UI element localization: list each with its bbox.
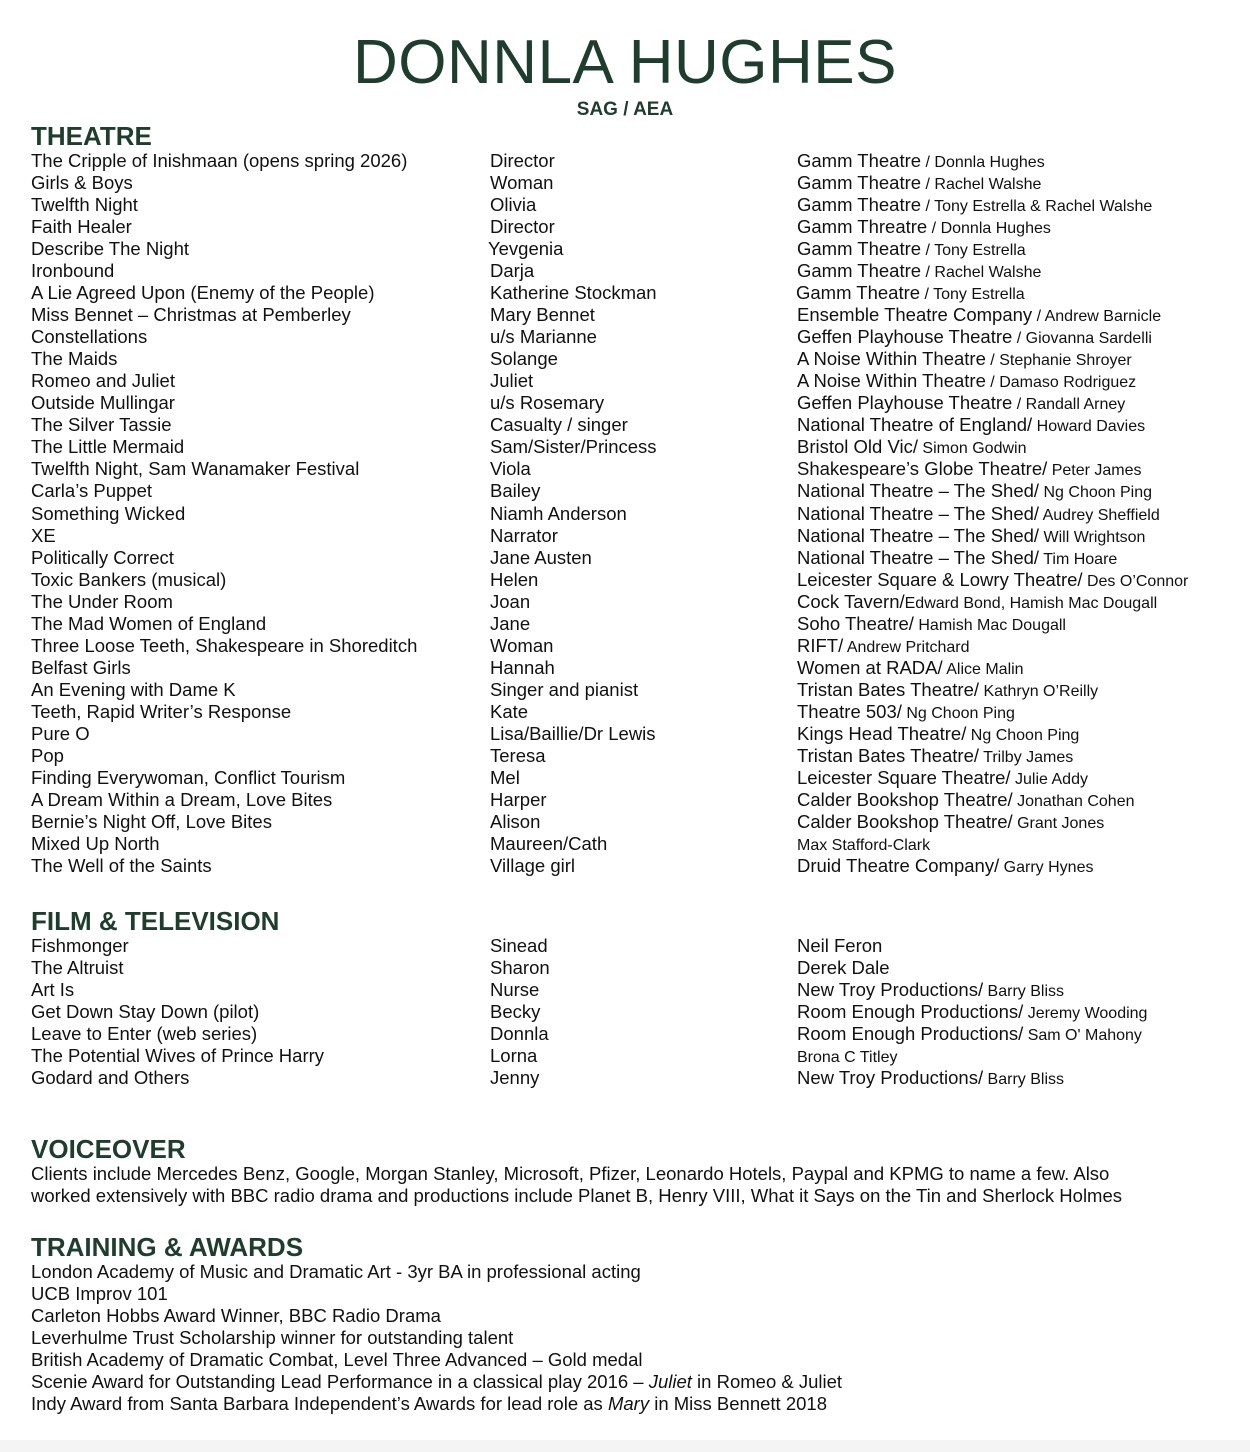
credit-title: Toxic Bankers (musical)	[31, 568, 227, 590]
credit-title: The Under Room	[31, 590, 173, 612]
credit-title: The Well of the Saints	[31, 855, 212, 876]
credit-director: / Donnla Hughes	[921, 154, 1045, 171]
theatre-heading: THEATRE	[31, 121, 152, 151]
credit-director: / Damaso Rodriguez	[985, 374, 1137, 392]
credit-role: Niamh Anderson	[490, 502, 627, 524]
credit-company	[796, 282, 1025, 306]
credit-director: Barry Bliss	[983, 983, 1065, 1001]
credit-role: Viola	[490, 458, 531, 480]
credit-director: Brona C Titley	[797, 1049, 898, 1067]
credit-venue: Druid Theatre Company/	[797, 855, 1000, 876]
credit-role: Bailey	[490, 480, 541, 502]
credit-director: Ng Choon Ping	[1039, 484, 1153, 502]
credit-venue: Geffen Playhouse Theatre	[797, 392, 1013, 414]
credit-row	[0, 348, 1250, 370]
voiceover-line: worked extensively with BBC radio drama and productions include Planet B, Henry VIII, What it Says on the Tin and Sherlock Holmes	[31, 1185, 1123, 1206]
credit-company	[797, 811, 1104, 835]
credit-role: Helen	[490, 568, 539, 590]
credit-title: The Potential Wives of Prince Harry	[31, 1045, 325, 1067]
credit-director: Audrey Sheffield	[1039, 506, 1160, 524]
credit-company	[797, 1023, 1142, 1047]
credit-venue: Tristan Bates Theatre/	[797, 678, 980, 700]
credit-row	[0, 304, 1250, 326]
award-role: Juliet	[648, 1371, 692, 1392]
credit-director: Tim Hoare	[1039, 550, 1118, 568]
credit-role: u/s Marianne	[490, 326, 597, 348]
credit-role: Singer and pianist	[490, 678, 639, 700]
credit-director: / Giovanna Sardelli	[1012, 330, 1152, 348]
credit-title: Outside Mullingar	[31, 392, 175, 414]
credit-row	[0, 194, 1250, 216]
credit-row	[0, 591, 1250, 613]
credit-row	[0, 657, 1250, 679]
credit-title: Miss Bennet – Christmas at Pemberley	[31, 304, 351, 326]
credit-company	[797, 957, 890, 981]
credit-venue: Geffen Playhouse Theatre	[797, 326, 1013, 348]
credit-role: Kate	[490, 700, 529, 722]
credit-role: Sinead	[490, 935, 548, 956]
credit-venue: Gamm Theatre	[797, 238, 922, 260]
credit-director: Des O’Connor	[1082, 572, 1189, 590]
credit-title: The Silver Tassie	[31, 414, 172, 436]
credit-role: Woman	[490, 172, 554, 194]
credit-venue: Leicester Square Theatre/	[797, 766, 1011, 788]
credit-title: A Lie Agreed Upon (Enemy of the People)	[31, 282, 375, 304]
award-role: Mary	[607, 1393, 650, 1414]
credit-row	[0, 979, 1250, 1001]
credit-company	[797, 979, 1064, 1003]
credit-title: Teeth, Rapid Writer’s Response	[31, 700, 292, 722]
credit-director: Howard Davies	[1032, 418, 1146, 436]
credit-venue: Calder Bookshop Theatre/	[797, 788, 1013, 810]
film-television-heading: FILM & TELEVISION	[31, 906, 280, 936]
credit-company	[797, 216, 1051, 240]
credit-row	[0, 260, 1250, 282]
credit-title: XE	[31, 524, 56, 546]
credit-venue: Kings Head Theatre/	[797, 722, 967, 744]
credit-venue: Ensemble Theatre Company	[797, 304, 1033, 326]
credit-row	[0, 392, 1250, 414]
credit-title: Fishmonger	[31, 935, 129, 956]
voiceover-heading: VOICEOVER	[31, 1134, 186, 1164]
credit-role: Hannah	[490, 656, 555, 678]
credit-title: Get Down Stay Down (pilot)	[31, 1001, 260, 1023]
credit-director: Peter James	[1047, 462, 1142, 480]
credit-company	[797, 392, 1125, 416]
credit-director: Jeremy Wooding	[1023, 1005, 1148, 1023]
film-credits	[0, 935, 1250, 1089]
credit-company	[797, 194, 1152, 218]
training-awards-heading: TRAINING & AWARDS	[31, 1232, 304, 1262]
credit-company	[797, 1001, 1147, 1025]
credit-title: The Altruist	[31, 957, 124, 979]
credit-row	[0, 370, 1250, 392]
credit-role: Maureen/Cath	[490, 832, 608, 854]
credit-company	[797, 789, 1135, 813]
credit-company	[797, 503, 1160, 527]
credit-row	[0, 679, 1250, 701]
credit-title: Pure O	[31, 722, 90, 744]
credit-title: Finding Everywoman, Conflict Tourism	[31, 766, 346, 788]
award-text: in Romeo & Juliet	[691, 1371, 843, 1392]
credit-row	[0, 480, 1250, 502]
list-item: Leverhulme Trust Scholarship winner for outstanding talent	[31, 1327, 514, 1348]
credit-row	[0, 569, 1250, 591]
credit-row	[0, 150, 1250, 172]
credit-director: Will Wrightson	[1039, 528, 1146, 546]
credit-venue: Soho Theatre/	[797, 612, 914, 634]
credit-role: Harper	[490, 788, 547, 810]
credit-row	[0, 635, 1250, 657]
credit-row	[0, 282, 1250, 304]
voiceover-line: Clients include Mercedes Benz, Google, Morgan Stanley, Microsoft, Pfizer, Leonardo Hotels, Paypal and KPMG to name a few. Also	[31, 1163, 1110, 1184]
credit-company	[797, 304, 1161, 328]
credit-row	[0, 436, 1250, 458]
credit-company	[797, 657, 1024, 681]
credit-company	[797, 701, 1015, 725]
credit-company	[797, 480, 1152, 504]
actor-name: DONNLA HUGHES	[353, 28, 897, 97]
credit-company	[797, 326, 1152, 350]
credit-director: Ng Choon Ping	[966, 726, 1080, 744]
credit-role: Becky	[490, 1001, 541, 1023]
credit-director: / Rachel Walshe	[921, 176, 1042, 194]
credit-title: Bernie’s Night Off, Love Bites	[31, 810, 272, 832]
credit-title: Faith Healer	[31, 216, 132, 238]
credit-director: Alice Malin	[942, 660, 1024, 678]
credit-venue: National Theatre of England/	[797, 414, 1033, 436]
credit-director: Garry Hynes	[999, 859, 1094, 876]
credit-company	[797, 745, 1073, 769]
credit-title: Girls & Boys	[31, 172, 133, 194]
credit-venue: National Theatre – The Shed/	[797, 546, 1040, 568]
credit-company	[797, 260, 1041, 284]
credit-row	[0, 957, 1250, 979]
credit-title: Godard and Others	[31, 1067, 190, 1089]
credit-row	[0, 525, 1250, 547]
credit-role: Solange	[490, 348, 558, 370]
credit-venue: Tristan Bates Theatre/	[797, 744, 980, 766]
credit-row	[0, 789, 1250, 811]
credit-role: Casualty / singer	[490, 414, 628, 436]
credit-title: Politically Correct	[31, 546, 174, 568]
theatre-credits	[0, 150, 1250, 877]
credit-company	[797, 436, 1026, 460]
credit-role: Narrator	[490, 524, 558, 546]
union-affiliations: SAG / AEA	[576, 99, 674, 120]
credit-director: Julie Addy	[1010, 770, 1088, 788]
credit-role: Director	[490, 216, 555, 238]
credit-role: Teresa	[490, 744, 546, 766]
credit-row	[0, 503, 1250, 525]
credit-venue: Women at RADA/	[797, 656, 943, 678]
credit-venue: Gamm Threatre	[797, 216, 928, 238]
credit-title: The Cripple of Inishmaan (opens spring 2026)	[31, 150, 408, 171]
credit-role: Joan	[490, 590, 531, 612]
credit-venue: Theatre 503/	[797, 700, 902, 722]
credit-title: Pop	[31, 744, 64, 766]
credit-role: Sharon	[490, 957, 550, 979]
credit-director: / Andrew Barnicle	[1032, 308, 1162, 326]
credit-director: Barry Bliss	[983, 1071, 1065, 1089]
credit-company	[797, 525, 1145, 549]
list-item: Carleton Hobbs Award Winner, BBC Radio Drama	[31, 1305, 441, 1326]
credit-row	[0, 1067, 1250, 1089]
credit-director: / Tony Estrella	[921, 242, 1026, 260]
credit-row	[0, 723, 1250, 745]
credit-company	[797, 547, 1117, 571]
credit-row	[0, 238, 1250, 260]
credit-title: Leave to Enter (web series)	[31, 1023, 258, 1045]
credit-title: Ironbound	[31, 260, 115, 282]
credit-row	[0, 745, 1250, 767]
award-text: Scenie Award for Outstanding Lead Performance in a classical play 2016 –	[31, 1371, 649, 1392]
credit-role: Director	[490, 150, 555, 171]
credit-title: Romeo and Juliet	[31, 370, 175, 392]
credit-title: Belfast Girls	[31, 656, 131, 678]
credit-company	[797, 150, 1045, 174]
credit-title: Three Loose Teeth, Shakespeare in Shoreditch	[31, 634, 418, 656]
credit-director: Trilby James	[979, 748, 1074, 766]
credit-venue: Gamm Theatre	[797, 260, 922, 282]
credit-role: Juliet	[490, 370, 534, 392]
credit-title: The Mad Women of England	[31, 612, 267, 634]
credit-company	[797, 1045, 897, 1069]
credit-role: Jane	[490, 612, 531, 634]
credit-role: Donnla	[490, 1023, 549, 1045]
credit-title: The Little Mermaid	[31, 436, 185, 458]
credit-company	[797, 591, 1157, 615]
credit-company	[797, 723, 1079, 747]
credit-row	[0, 701, 1250, 723]
credit-row	[0, 767, 1250, 789]
credit-row	[0, 1001, 1250, 1023]
credit-company	[797, 414, 1145, 438]
credit-venue: Gamm Theatre	[797, 150, 922, 171]
credit-company	[797, 1067, 1064, 1091]
credit-title: Mixed Up North	[31, 832, 160, 854]
credit-title: Describe The Night	[31, 238, 190, 260]
credit-title: A Dream Within a Dream, Love Bites	[31, 788, 333, 810]
list-item	[31, 1393, 1231, 1415]
credit-venue: Room Enough Productions/	[797, 1001, 1024, 1023]
credit-role: Jane Austen	[490, 546, 592, 568]
credit-company	[797, 172, 1041, 196]
credit-director: Jonathan Cohen	[1012, 792, 1135, 810]
credit-company	[797, 935, 882, 959]
credit-director: Grant Jones	[1012, 814, 1105, 832]
page-bottom-edge	[0, 1440, 1250, 1452]
credit-venue: Gamm Theatre	[797, 194, 922, 216]
credit-row	[0, 547, 1250, 569]
credit-role: Jenny	[490, 1067, 540, 1089]
credit-company	[797, 767, 1088, 791]
credit-venue: RIFT/	[797, 634, 844, 656]
credit-role: Lisa/Baillie/Dr Lewis	[490, 722, 656, 744]
credit-role: Katherine Stockman	[490, 282, 657, 304]
credit-role: Olivia	[490, 194, 537, 216]
credit-company	[797, 855, 1093, 879]
credit-role: Mel	[490, 766, 520, 788]
credit-title: Constellations	[31, 326, 148, 348]
credit-venue: A Noise Within Theatre	[797, 348, 986, 370]
credit-row	[0, 855, 1250, 877]
credit-role: u/s Rosemary	[490, 392, 605, 414]
credit-director: / Donnla Hughes	[927, 220, 1051, 238]
credit-director: Andrew Pritchard	[843, 638, 970, 656]
credit-row	[0, 458, 1250, 480]
credit-venue: Gamm Theatre	[796, 282, 921, 304]
credit-director: / Stephanie Shroyer	[985, 352, 1132, 370]
credit-company	[797, 635, 970, 659]
credit-title: The Maids	[31, 348, 118, 370]
credit-title: Carla’s Puppet	[31, 480, 153, 502]
credit-title: Twelfth Night	[31, 194, 138, 216]
credit-title: Twelfth Night, Sam Wanamaker Festival	[31, 458, 360, 480]
credit-company	[797, 569, 1188, 593]
credit-company	[797, 833, 930, 857]
credit-role: Woman	[490, 634, 554, 656]
credit-row	[0, 414, 1250, 436]
credit-venue: Derek Dale	[797, 957, 890, 979]
credit-company	[797, 679, 1098, 703]
credit-row	[0, 216, 1250, 238]
credit-director: Sam O' Mahony	[1023, 1027, 1142, 1045]
credit-venue: New Troy Productions/	[797, 979, 984, 1001]
credit-title: Art Is	[31, 979, 75, 1001]
credit-row	[0, 613, 1250, 635]
credit-director: Max Stafford-Clark	[797, 836, 931, 854]
credit-venue: Bristol Old Vic/	[797, 436, 918, 458]
credit-venue: Cock Tavern/	[797, 590, 905, 612]
credit-company	[797, 370, 1136, 394]
credit-row	[0, 833, 1250, 855]
list-item: UCB Improv 101	[31, 1283, 168, 1304]
credit-venue: Room Enough Productions/	[797, 1023, 1024, 1045]
credit-company	[797, 238, 1026, 262]
credit-row	[0, 326, 1250, 348]
credit-venue: A Noise Within Theatre	[797, 370, 986, 392]
credit-director: / Tony Estrella & Rachel Walshe	[921, 198, 1153, 216]
credit-role: Yevgenia	[488, 238, 564, 260]
credit-director: / Tony Estrella	[920, 286, 1025, 304]
credit-director: / Rachel Walshe	[921, 264, 1042, 282]
credit-title: An Evening with Dame K	[31, 678, 236, 700]
voiceover-description	[31, 1163, 1231, 1207]
credit-role: Lorna	[490, 1045, 538, 1067]
credit-company	[797, 458, 1142, 482]
credit-role: Village girl	[490, 855, 576, 876]
credit-venue: Leicester Square & Lowry Theatre/	[797, 568, 1083, 590]
credit-venue: National Theatre – The Shed/	[797, 480, 1040, 502]
list-item	[31, 1371, 1231, 1393]
credit-director: / Randall Arney	[1012, 396, 1126, 414]
credit-row	[0, 1045, 1250, 1067]
training-awards-list	[31, 1261, 1231, 1415]
credit-title: Something Wicked	[31, 502, 186, 524]
credit-row	[0, 1023, 1250, 1045]
credit-row	[0, 935, 1250, 957]
credit-venue: New Troy Productions/	[797, 1067, 984, 1089]
award-text: Indy Award from Santa Barbara Independent’s Awards for lead role as	[31, 1393, 608, 1414]
credit-role: Mary Bennet	[490, 304, 595, 326]
credit-role: Darja	[490, 260, 535, 282]
credit-company	[797, 348, 1132, 372]
credit-role: Sam/Sister/Princess	[490, 436, 657, 458]
credit-venue: National Theatre – The Shed/	[797, 502, 1040, 524]
credit-venue: Shakespeare’s Globe Theatre/	[797, 458, 1048, 480]
credit-director: Kathryn O’Reilly	[979, 682, 1099, 700]
credit-venue: National Theatre – The Shed/	[797, 524, 1040, 546]
list-item: British Academy of Dramatic Combat, Level Three Advanced – Gold medal	[31, 1349, 643, 1370]
credit-role: Nurse	[490, 979, 540, 1001]
credit-director: Ng Choon Ping	[901, 704, 1015, 722]
credit-company	[797, 613, 1066, 637]
list-item: London Academy of Music and Dramatic Art - 3yr BA in professional acting	[31, 1261, 641, 1282]
credit-role: Alison	[490, 810, 541, 832]
credit-row	[0, 811, 1250, 833]
credit-venue: Neil Feron	[797, 935, 883, 956]
credit-director: Simon Godwin	[917, 440, 1027, 458]
credit-row	[0, 172, 1250, 194]
award-text: in Miss Bennett 2018	[649, 1393, 827, 1414]
credit-director: Edward Bond, Hamish Mac Dougall	[904, 594, 1158, 612]
credit-venue: Gamm Theatre	[797, 172, 922, 194]
credit-venue: Calder Bookshop Theatre/	[797, 810, 1013, 832]
credit-director: Hamish Mac Dougall	[913, 616, 1066, 634]
